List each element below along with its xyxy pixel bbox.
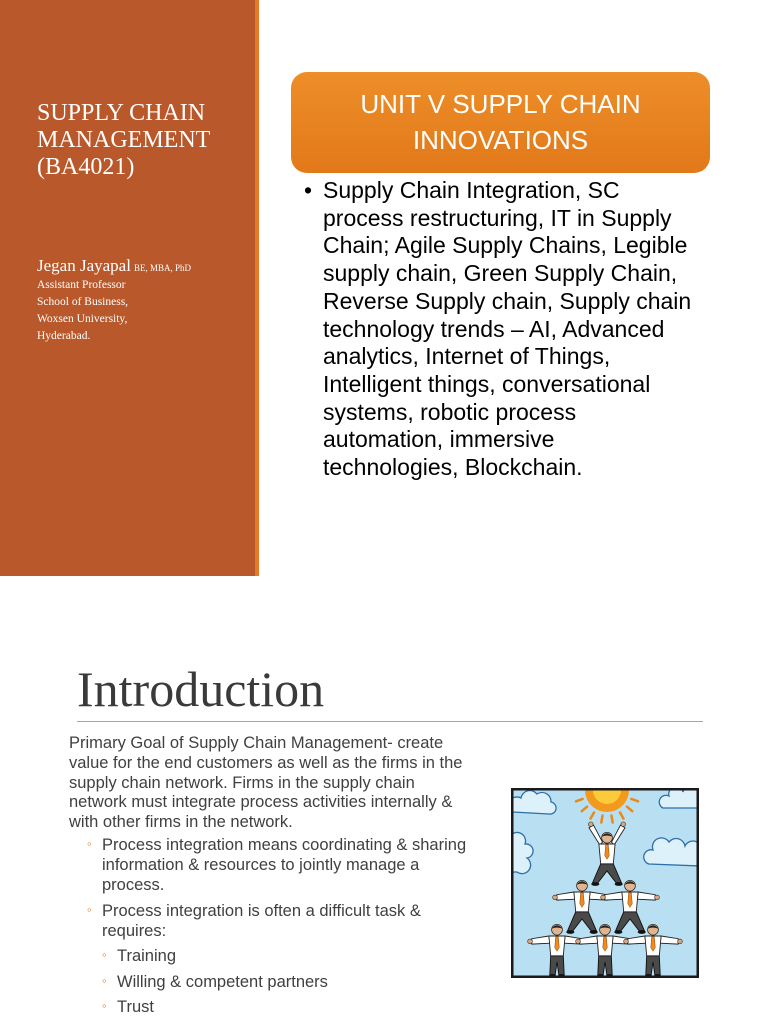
bullet-marker: ◦ xyxy=(87,902,92,917)
sub-bullet-marker: ◦ xyxy=(102,998,107,1013)
topic-line: technologies, Blockchain. xyxy=(323,454,583,481)
intro-line: value for the end customers as well as the firms in the xyxy=(69,753,463,772)
intro-line: with other firms in the network. xyxy=(69,813,293,831)
sub-bullet-item xyxy=(102,998,154,1018)
sub-bullet-text: Training xyxy=(117,947,176,965)
bullet-marker: ◦ xyxy=(87,836,92,851)
intro-line: supply chain network. Firms in the supply chain xyxy=(69,773,415,792)
course-title-line: MANAGEMENT xyxy=(37,127,211,153)
sun-ray xyxy=(612,816,613,823)
sun-ray xyxy=(601,816,602,823)
slide-title: Introduction xyxy=(77,661,325,717)
author-detail-line: Woxsen University, xyxy=(37,313,128,325)
topic-line: supply chain, Green Supply Chain, xyxy=(323,260,678,287)
bullet-item xyxy=(87,836,467,895)
side-panel-accent-strip xyxy=(255,0,259,576)
bullet-line: Process integration means coordinating & sharing xyxy=(102,836,467,854)
topic-line: Chain; Agile Supply Chains, Legible xyxy=(323,232,688,259)
intro-line: network must integrate process activities internally & xyxy=(69,793,453,812)
sub-bullet-marker: ◦ xyxy=(102,947,107,962)
author-detail-line: Assistant Professor xyxy=(37,279,126,291)
sub-bullet-item xyxy=(102,947,176,967)
topic-line: Intelligent things, conversational xyxy=(323,370,651,397)
topic-list xyxy=(323,177,691,482)
bullet-line: Process integration is often a difficult task & xyxy=(102,902,421,920)
bullet-item xyxy=(87,902,421,942)
topic-line: systems, robotic process xyxy=(323,398,577,425)
author-details xyxy=(37,277,128,345)
topic-line: technology trends – AI, Advanced xyxy=(323,315,665,342)
slide-2 xyxy=(0,576,768,1024)
bullet-line: information & resources to jointly manage a xyxy=(102,855,420,874)
topic-line: automation, immersive xyxy=(323,426,555,453)
team-pyramid-clipart-icon xyxy=(511,788,699,978)
topic-line: process restructuring, IT in Supply xyxy=(323,204,672,231)
course-title-line: (BA4021) xyxy=(37,154,135,180)
topic-line: Supply Chain Integration, SC xyxy=(323,177,620,203)
sub-bullet-item xyxy=(102,973,328,993)
unit-heading-box xyxy=(291,72,710,173)
sub-bullet-text: Trust xyxy=(117,998,154,1016)
course-title xyxy=(37,100,210,181)
intro-line: Primary Goal of Supply Chain Management- create xyxy=(69,734,444,752)
author-detail-line: Hyderabad. xyxy=(37,330,91,342)
sub-bullet-marker: ◦ xyxy=(102,973,107,988)
unit-heading-line: UNIT V SUPPLY CHAIN xyxy=(360,89,641,119)
sub-bullet-text: Willing & competent partners xyxy=(117,973,328,991)
author-name xyxy=(37,256,191,278)
course-title-line: SUPPLY CHAIN xyxy=(37,100,206,126)
author-name-text: Jegan Jayapal xyxy=(37,256,131,275)
team-pyramid-illustration xyxy=(511,788,699,978)
title-underline xyxy=(77,721,703,722)
author-degrees: BE, MBA, PhD xyxy=(133,263,191,273)
topic-line: analytics, Internet of Things, xyxy=(323,343,611,370)
topic-bullet-marker: • xyxy=(304,177,313,203)
bullet-text xyxy=(102,902,421,942)
author-detail-line: School of Business, xyxy=(37,296,129,308)
topic-line: Reverse Supply chain, Supply chain xyxy=(323,287,692,314)
bullet-line: requires: xyxy=(102,921,167,940)
bullet-text xyxy=(102,836,466,895)
unit-heading-line: INNOVATIONS xyxy=(412,125,589,155)
bullet-line: process. xyxy=(102,875,165,894)
intro-paragraph xyxy=(69,734,462,833)
